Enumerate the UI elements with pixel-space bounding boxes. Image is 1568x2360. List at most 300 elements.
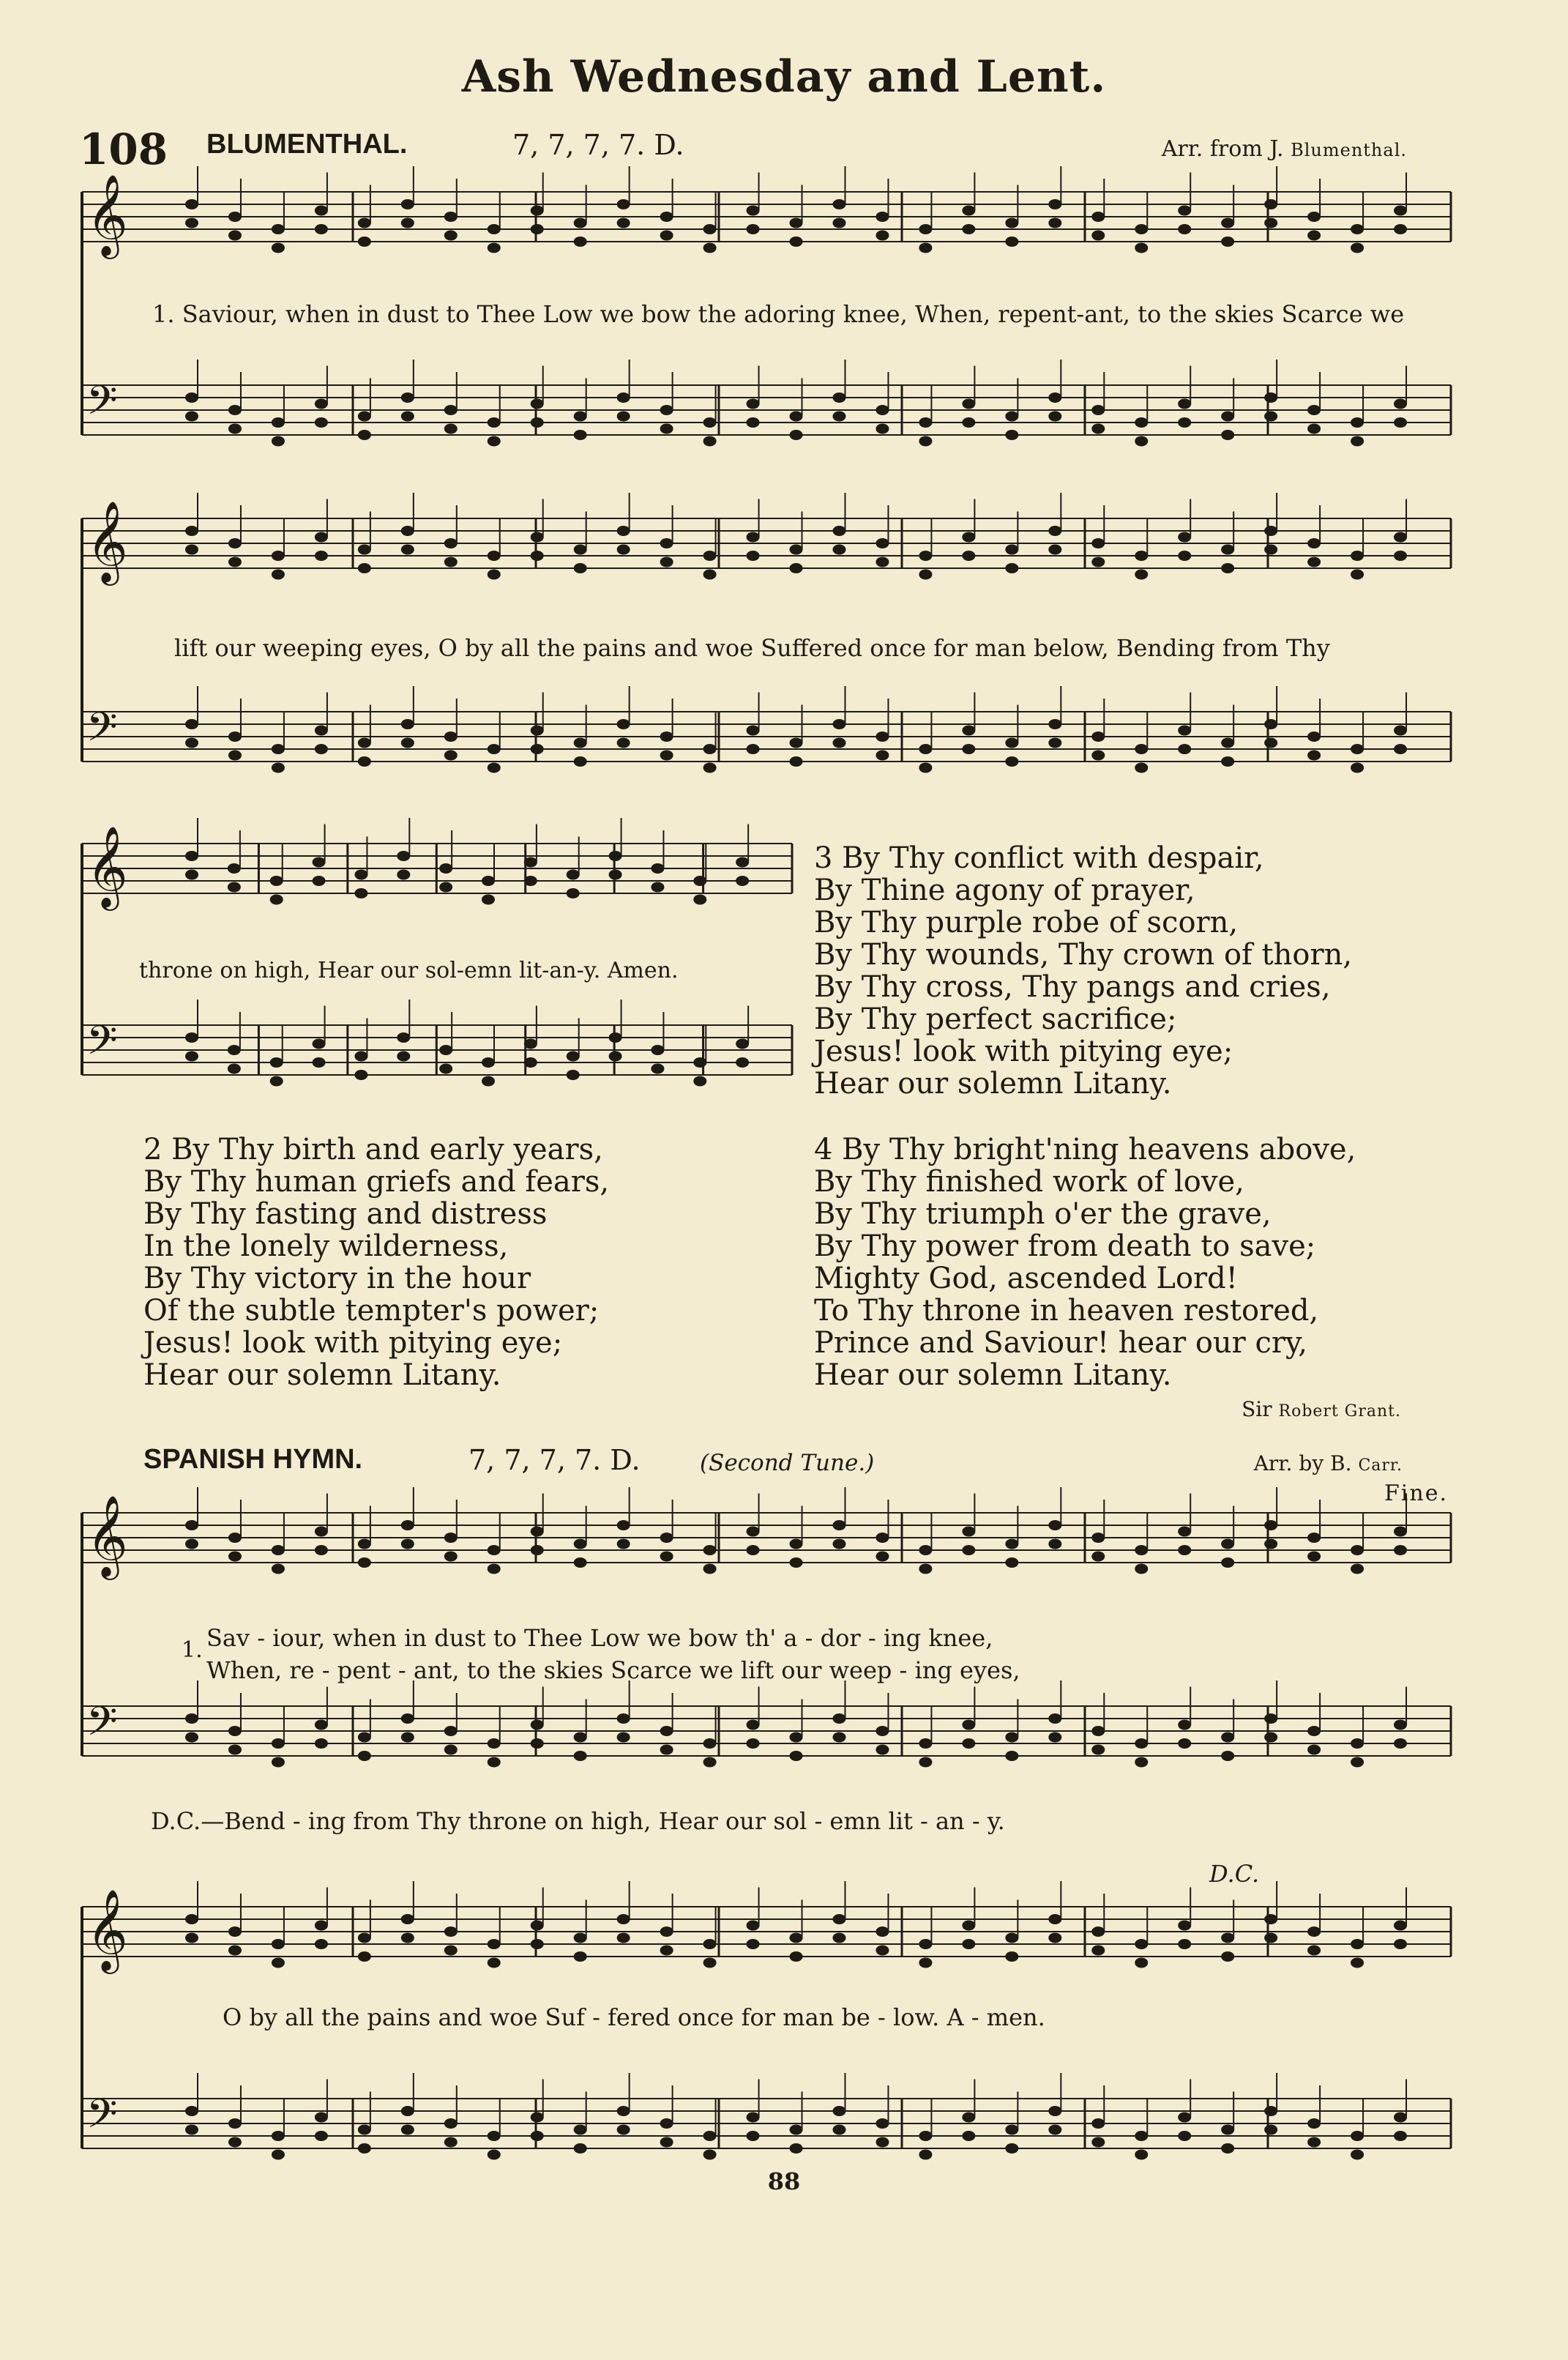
note-head [962, 1545, 975, 1555]
note-head [919, 417, 932, 428]
note-head [1221, 430, 1234, 440]
note-head [1178, 1921, 1191, 1931]
note-head [1091, 405, 1105, 415]
note-head [1394, 399, 1407, 409]
note-head [703, 744, 717, 754]
note-head [1005, 218, 1018, 228]
note-head [228, 1045, 241, 1055]
note-head [1307, 538, 1321, 548]
note-head [574, 412, 587, 422]
note-head [747, 2113, 760, 2123]
note-head [1135, 1564, 1148, 1574]
note-head [185, 1914, 198, 1924]
note-head [185, 1713, 198, 1724]
note-head [315, 417, 328, 428]
verse-2 [143, 1134, 609, 1391]
note-head [736, 857, 749, 868]
note-head [531, 1939, 544, 1949]
note-head [1178, 2113, 1191, 2123]
note-head [574, 1732, 587, 1743]
note-head [488, 570, 501, 580]
note-head [919, 243, 932, 253]
note-head [482, 895, 495, 905]
verse-line: 3 By Thy conflict with despair, [814, 841, 1264, 875]
note-head [488, 1738, 501, 1749]
note-head [1221, 1933, 1234, 1943]
note-head [488, 763, 501, 773]
note-head [703, 436, 717, 447]
note-head [228, 1533, 242, 1543]
note-head [617, 2106, 630, 2116]
note-head [228, 863, 241, 874]
note-head [567, 888, 580, 898]
note-head [574, 2143, 587, 2154]
note-head [962, 726, 975, 736]
note-head [1135, 1958, 1148, 1968]
note-head [1178, 1545, 1191, 1555]
note-head [358, 545, 371, 555]
note-head [651, 882, 664, 893]
note-head [524, 1057, 537, 1068]
note-head [358, 1557, 371, 1568]
note-head [703, 1545, 717, 1555]
lyric-line-1: 1. Saviour, when in dust to Thee Low we bow the adoring knee, When, repent-ant, to the skies Scarce we [152, 300, 1405, 328]
note-head [1135, 744, 1148, 754]
verse-line: In the lonely wilderness, [143, 1229, 509, 1263]
second-lyric-dc: D.C.—Bend - ing from Thy throne on high, Hear our sol - emn lit - an - y. [151, 1807, 1005, 1835]
note-head [1048, 719, 1061, 729]
note-head [444, 212, 458, 222]
note-head [617, 1933, 630, 1943]
note-head [358, 218, 371, 228]
note-head [1178, 744, 1191, 754]
note-head [962, 1527, 975, 1537]
note-head [660, 231, 673, 241]
note-head [1221, 237, 1234, 247]
note-head [1307, 1745, 1321, 1755]
note-head [1178, 417, 1191, 428]
note-head [354, 1070, 367, 1080]
note-head [185, 1732, 198, 1743]
note-head [1221, 1557, 1234, 1568]
note-head [272, 570, 285, 580]
note-head [1091, 538, 1105, 548]
note-head [574, 1751, 587, 1761]
note-head [1351, 1939, 1364, 1949]
note-head [185, 412, 198, 422]
note-head [272, 551, 285, 561]
note-head [228, 1946, 242, 1956]
note-head [703, 1958, 717, 1968]
treble-clef-icon: 𝄞 [86, 174, 128, 256]
note-head [228, 1726, 242, 1736]
bass-clef-icon: 𝄢 [86, 1017, 118, 1073]
note-head [401, 218, 414, 228]
note-head [962, 399, 975, 409]
note-head [1264, 1520, 1277, 1530]
note-head [358, 412, 371, 422]
note-head [660, 424, 673, 434]
note-head [397, 1051, 410, 1062]
note-head [444, 538, 458, 548]
note-head [609, 851, 622, 861]
note-head [1221, 2143, 1234, 2154]
second-tune-name: SPANISH HYMN. [143, 1444, 363, 1475]
note-head [401, 526, 414, 536]
note-head [1135, 1545, 1148, 1555]
note-head [401, 2106, 414, 2116]
note-head [488, 744, 501, 754]
note-head [1394, 532, 1407, 543]
note-head [790, 430, 803, 440]
note-head [185, 545, 198, 555]
note-head [1048, 2106, 1061, 2116]
note-head [1135, 551, 1148, 561]
dc-mark: D.C. [1209, 1860, 1260, 1888]
note-head [1005, 1732, 1018, 1743]
note-head [919, 2131, 932, 2141]
note-head [617, 392, 630, 403]
note-head [832, 1713, 845, 1724]
note-head [444, 1726, 458, 1736]
note-head [651, 1045, 664, 1055]
note-head [1135, 417, 1148, 428]
note-head [315, 551, 328, 561]
note-head [1048, 199, 1061, 209]
note-head [1091, 212, 1105, 222]
note-head [185, 2106, 198, 2116]
note-head [524, 876, 537, 886]
note-head [228, 231, 242, 241]
note-head [747, 206, 760, 216]
note-head [228, 1745, 242, 1755]
note-head [1178, 551, 1191, 561]
note-head [315, 399, 328, 409]
note-head [272, 2150, 285, 2160]
note-head [832, 218, 845, 228]
note-head [1005, 1557, 1018, 1568]
note-head [488, 1757, 501, 1768]
treble-clef-icon: 𝄞 [86, 1494, 128, 1577]
note-head [1351, 744, 1364, 754]
note-head [574, 237, 587, 247]
note-head [444, 1533, 458, 1543]
second-tune-meter: 7, 7, 7, 7. D. [468, 1444, 641, 1476]
note-head [272, 417, 285, 428]
note-head [358, 1732, 371, 1743]
note-head [703, 224, 717, 234]
note-head [524, 1039, 537, 1049]
note-head [1178, 224, 1191, 234]
note-head [488, 243, 501, 253]
note-head [919, 224, 932, 234]
note-head [444, 751, 458, 761]
note-head [1135, 243, 1148, 253]
note-head [444, 405, 458, 415]
note-head [574, 1951, 587, 1962]
note-head [962, 206, 975, 216]
note-head [574, 1933, 587, 1943]
note-head [1135, 763, 1148, 773]
note-head [1221, 2125, 1234, 2135]
note-head [1307, 2118, 1321, 2129]
note-head [531, 1720, 544, 1730]
note-head [313, 857, 326, 868]
note-head [401, 1933, 414, 1943]
note-head [439, 863, 452, 874]
note-head [919, 763, 932, 773]
note-head [832, 1933, 845, 1943]
note-head [397, 1032, 410, 1043]
note-head [919, 1564, 932, 1574]
section-title: Ash Wednesday and Lent. [461, 51, 1107, 103]
note-head [272, 763, 285, 773]
note-head [832, 719, 845, 729]
note-head [747, 551, 760, 561]
verse-line: By Thy cross, Thy pangs and cries, [814, 970, 1331, 1004]
note-head [876, 1745, 889, 1755]
note-head [1091, 557, 1105, 567]
note-head [1178, 1939, 1191, 1949]
note-head [747, 417, 760, 428]
lyric-line-2: lift our weeping eyes, O by all the pains and woe Suffered once for man below, Bending from Thy [174, 634, 1330, 662]
note-head [315, 1738, 328, 1749]
second-lyric-1b: When, re - pent - ant, to the skies Scarce we lift our weep - ing eyes, [206, 1656, 1020, 1684]
note-head [439, 1064, 452, 1074]
note-head [401, 719, 414, 729]
note-head [1264, 1914, 1277, 1924]
note-head [617, 2125, 630, 2135]
note-head [228, 751, 242, 761]
note-head [1394, 1921, 1407, 1931]
note-head [919, 1958, 932, 1968]
note-head [1264, 1933, 1277, 1943]
note-head [919, 1757, 932, 1768]
note-head [747, 1921, 760, 1931]
note-head [617, 526, 630, 536]
note-head [444, 424, 458, 434]
note-head [1005, 756, 1018, 767]
note-head [1351, 436, 1364, 447]
note-head [832, 1914, 845, 1924]
note-head [1221, 756, 1234, 767]
note-head [401, 1732, 414, 1743]
note-head [790, 563, 803, 573]
note-head [401, 392, 414, 403]
note-head [439, 1045, 452, 1055]
note-head [488, 1545, 501, 1555]
note-head [832, 412, 845, 422]
poet-prefix: Sir [1242, 1397, 1279, 1421]
note-head [482, 1057, 495, 1068]
note-head [1005, 2125, 1018, 2135]
note-head [1048, 738, 1061, 748]
note-head [185, 1933, 198, 1943]
verse-line: Jesus! look with pitying eye; [143, 1326, 563, 1360]
note-head [617, 1520, 630, 1530]
note-head [876, 1946, 889, 1956]
note-head [1178, 726, 1191, 736]
note-head [919, 1738, 932, 1749]
note-head [270, 1057, 283, 1068]
note-head [574, 430, 587, 440]
note-head [1394, 551, 1407, 561]
note-head [876, 1552, 889, 1562]
note-head [444, 1946, 458, 1956]
note-head [1351, 551, 1364, 561]
note-head [703, 1738, 717, 1749]
note-head [1264, 1713, 1277, 1724]
note-head [1135, 436, 1148, 447]
note-head [1264, 526, 1277, 536]
note-head [876, 1726, 889, 1736]
note-head [1091, 1745, 1105, 1755]
note-head [1135, 1738, 1148, 1749]
note-head [488, 1564, 501, 1574]
note-head [1005, 563, 1018, 573]
note-head [609, 1051, 622, 1062]
note-head [185, 719, 198, 729]
verse-line: By Thy triumph o'er the grave, [814, 1197, 1272, 1231]
note-head [315, 2131, 328, 2141]
note-head [1351, 1738, 1364, 1749]
note-head [354, 1051, 367, 1062]
note-head [1091, 1726, 1105, 1736]
note-head [1048, 1732, 1061, 1743]
note-head [747, 399, 760, 409]
note-head [876, 751, 889, 761]
note-head [315, 1527, 328, 1537]
note-head [1221, 412, 1234, 422]
note-head [531, 744, 544, 754]
note-head [1307, 405, 1321, 415]
note-head [790, 1751, 803, 1761]
treble-clef-icon: 𝄞 [86, 825, 128, 907]
note-head [790, 756, 803, 767]
note-head [531, 726, 544, 736]
note-head [313, 1057, 326, 1068]
note-head [1307, 751, 1321, 761]
poet-credit [1242, 1397, 1401, 1421]
note-head [444, 1927, 458, 1937]
note-head [693, 876, 706, 886]
note-head [1394, 2113, 1407, 2123]
note-head [832, 1520, 845, 1530]
verse-line: By Thy human griefs and fears, [143, 1165, 610, 1199]
note-head [617, 719, 630, 729]
note-head [660, 557, 673, 567]
note-head [1394, 206, 1407, 216]
note-head [747, 1527, 760, 1537]
note-head [1091, 1927, 1105, 1937]
second-lyric-2: O by all the pains and woe Suf - fered once for man be - low. A - men. [223, 2003, 1045, 2031]
verse-line: By Thy wounds, Thy crown of thorn, [814, 938, 1353, 972]
note-head [488, 417, 501, 428]
note-head [660, 1745, 673, 1755]
note-head [790, 1539, 803, 1549]
note-head [660, 405, 673, 415]
note-head [1351, 1958, 1364, 1968]
note-head [962, 2113, 975, 2123]
note-head [617, 412, 630, 422]
note-head [919, 1939, 932, 1949]
note-head [1307, 212, 1321, 222]
note-head [962, 2131, 975, 2141]
note-head [660, 1927, 673, 1937]
note-head [876, 212, 889, 222]
note-head [439, 882, 452, 893]
second-arranger-prefix: Arr. by B. [1253, 1451, 1359, 1475]
note-head [358, 1951, 371, 1962]
note-head [574, 1539, 587, 1549]
note-head [876, 557, 889, 567]
fine-mark: Fine. [1384, 1481, 1448, 1506]
note-head [703, 1757, 717, 1768]
note-head [617, 1732, 630, 1743]
verse-3 [814, 842, 1352, 1100]
note-head [790, 1732, 803, 1743]
note-head [1307, 1946, 1321, 1956]
note-head [703, 763, 717, 773]
second-verse-number: 1. [182, 1637, 203, 1663]
note-head [482, 876, 495, 886]
note-head [1307, 732, 1321, 742]
note-head [876, 2137, 889, 2148]
arranger-name: Blumenthal. [1291, 140, 1407, 160]
note-head [919, 570, 932, 580]
note-head [1264, 2106, 1277, 2116]
note-head [272, 243, 285, 253]
note-head [313, 876, 326, 886]
note-head [315, 1545, 328, 1555]
note-head [617, 199, 630, 209]
note-head [444, 2137, 458, 2148]
note-head [315, 744, 328, 754]
note-head [1394, 2131, 1407, 2141]
note-head [703, 243, 717, 253]
note-head [660, 538, 673, 548]
note-head [1351, 1545, 1364, 1555]
note-head [962, 1939, 975, 1949]
note-head [1005, 1539, 1018, 1549]
note-head [272, 744, 285, 754]
note-head [1005, 412, 1018, 422]
note-head [832, 1539, 845, 1549]
note-head [401, 199, 414, 209]
note-head [660, 1552, 673, 1562]
page-number: 88 [767, 2167, 801, 2195]
note-head [832, 2106, 845, 2116]
note-head [228, 424, 242, 434]
note-head [1394, 1720, 1407, 1730]
note-head [747, 726, 760, 736]
note-head [444, 2118, 458, 2129]
note-head [703, 1939, 717, 1949]
note-head [531, 224, 544, 234]
note-head [531, 551, 544, 561]
note-head [1178, 1738, 1191, 1749]
second-tune-arranger [1254, 1451, 1403, 1475]
note-head [660, 2137, 673, 2148]
lyric-line-3: throne on high, Hear our sol-emn lit-an-y. Amen. [139, 958, 679, 983]
note-head [358, 1751, 371, 1761]
note-head [488, 2131, 501, 2141]
note-head [1221, 1732, 1234, 1743]
note-head [185, 1539, 198, 1549]
note-head [617, 218, 630, 228]
note-head [315, 224, 328, 234]
note-head [524, 857, 537, 868]
